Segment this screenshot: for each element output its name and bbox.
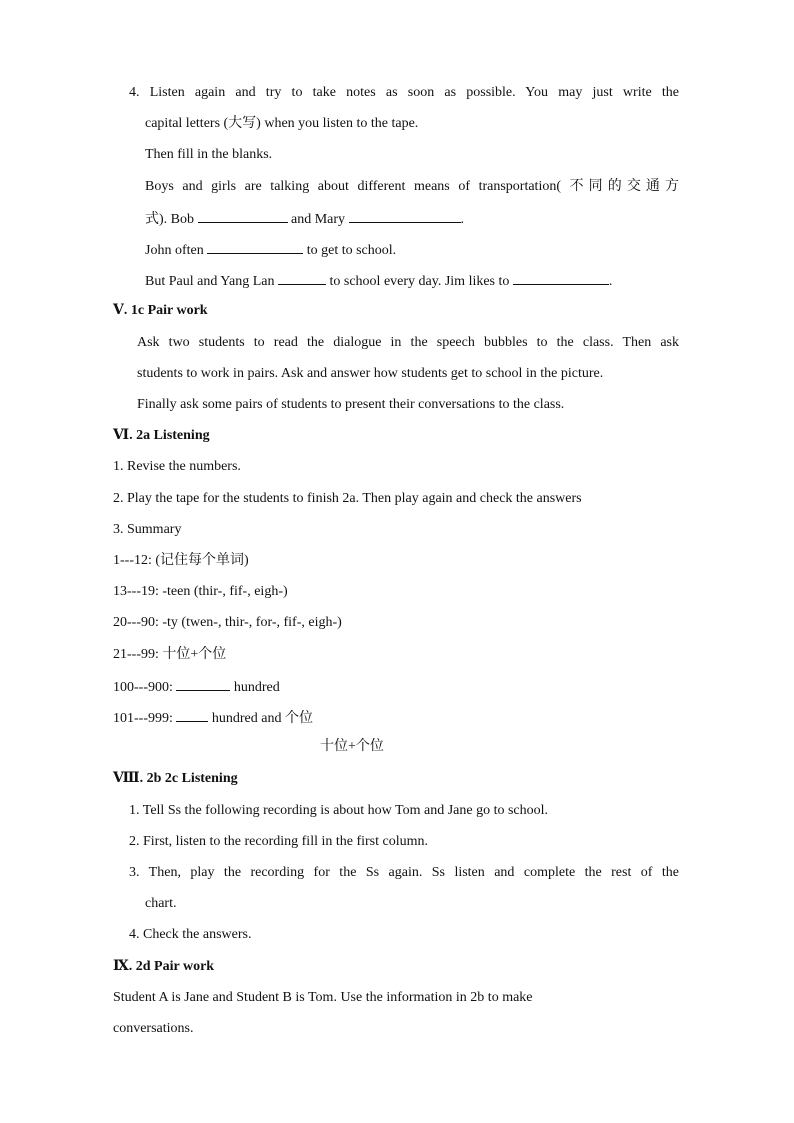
step4-line5-start: 式). Bob	[145, 212, 194, 227]
sec6-item2: 2. Play the tape for the students to finish 2a. Then play again and check the answers	[113, 491, 582, 506]
sec6-heading: Ⅵ. 2a Listening	[113, 428, 210, 443]
jim-blank[interactable]	[513, 271, 609, 285]
sec5-line3: Finally ask some pairs of students to present their conversations to the class.	[137, 397, 565, 412]
summary-line5	[113, 677, 280, 697]
step4-line6-end: to get to school.	[306, 243, 397, 258]
sec8-item3: 3. Then, play the recording for the Ss again. Ss listen and complete the rest of the	[129, 865, 679, 880]
summary-line5-start: 100---900:	[113, 680, 173, 695]
summary-line6	[113, 708, 313, 728]
sec5-line2: students to work in pairs. Ask and answer how students get to school in the picture.	[137, 366, 604, 381]
paul-yanglan-blank[interactable]	[278, 271, 326, 285]
step4-line5-end: .	[460, 212, 465, 227]
sec9-heading: Ⅸ. 2d Pair work	[113, 959, 215, 974]
step4-line3: Then fill in the blanks.	[145, 147, 273, 162]
summary-line7: 十位+个位	[320, 739, 384, 754]
step4-line6-start: John often	[145, 243, 204, 258]
step4-line2: capital letters (大写) when you listen to the tape.	[145, 116, 419, 131]
step4-line6	[145, 240, 396, 260]
sec5-line1: Ask two students to read the dialogue in the speech bubbles to the class. Then ask	[137, 335, 679, 350]
summary-line6-end: hundred and 个位	[211, 711, 313, 726]
step4-line5-mid: and Mary	[291, 212, 346, 227]
summary-line2: 13---19: -teen (thir-, fif-, eigh-)	[113, 584, 288, 599]
sec8-item1: 1. Tell Ss the following recording is about how Tom and Jane go to school.	[129, 803, 549, 818]
sec9-line2: conversations.	[113, 1021, 194, 1036]
sec6-item3: 3. Summary	[113, 522, 182, 537]
sec5-heading: Ⅴ. 1c Pair work	[113, 303, 208, 318]
step4-line7	[145, 271, 612, 291]
step4-line7-start: But Paul and Yang Lan	[145, 274, 275, 289]
step4-line7-end: .	[608, 274, 613, 289]
john-blank[interactable]	[207, 240, 303, 254]
hundred-and-blank[interactable]	[176, 708, 208, 722]
mary-blank[interactable]	[349, 209, 461, 223]
step4-line7-mid: to school every day. Jim likes to	[329, 274, 510, 289]
hundreds-blank[interactable]	[176, 677, 230, 691]
step4-line1: 4. Listen again and try to take notes as soon as possible. You may just write the	[129, 85, 679, 100]
summary-line4: 21---99: 十位+个位	[113, 647, 227, 662]
sec8-item3-cont: chart.	[145, 896, 177, 911]
summary-line5-end: hundred	[233, 680, 280, 695]
step4-line4: Boys and girls are talking about different means of transportation( 不同的交通方	[145, 179, 679, 194]
sec8-item4: 4. Check the answers.	[129, 927, 252, 942]
bob-blank[interactable]	[198, 209, 288, 223]
sec8-item2: 2. First, listen to the recording fill in the first column.	[129, 834, 429, 849]
sec8-heading: Ⅷ. 2b 2c Listening	[113, 771, 238, 786]
step4-line5	[145, 209, 464, 229]
summary-line1: 1---12: (记住每个单词)	[113, 553, 249, 568]
summary-line6-start: 101---999:	[113, 711, 173, 726]
sec6-item1: 1. Revise the numbers.	[113, 459, 241, 474]
sec9-line1: Student A is Jane and Student B is Tom. Use the information in 2b to make	[113, 990, 533, 1005]
summary-line3: 20---90: -ty (twen-, thir-, for-, fif-, eigh-)	[113, 615, 342, 630]
